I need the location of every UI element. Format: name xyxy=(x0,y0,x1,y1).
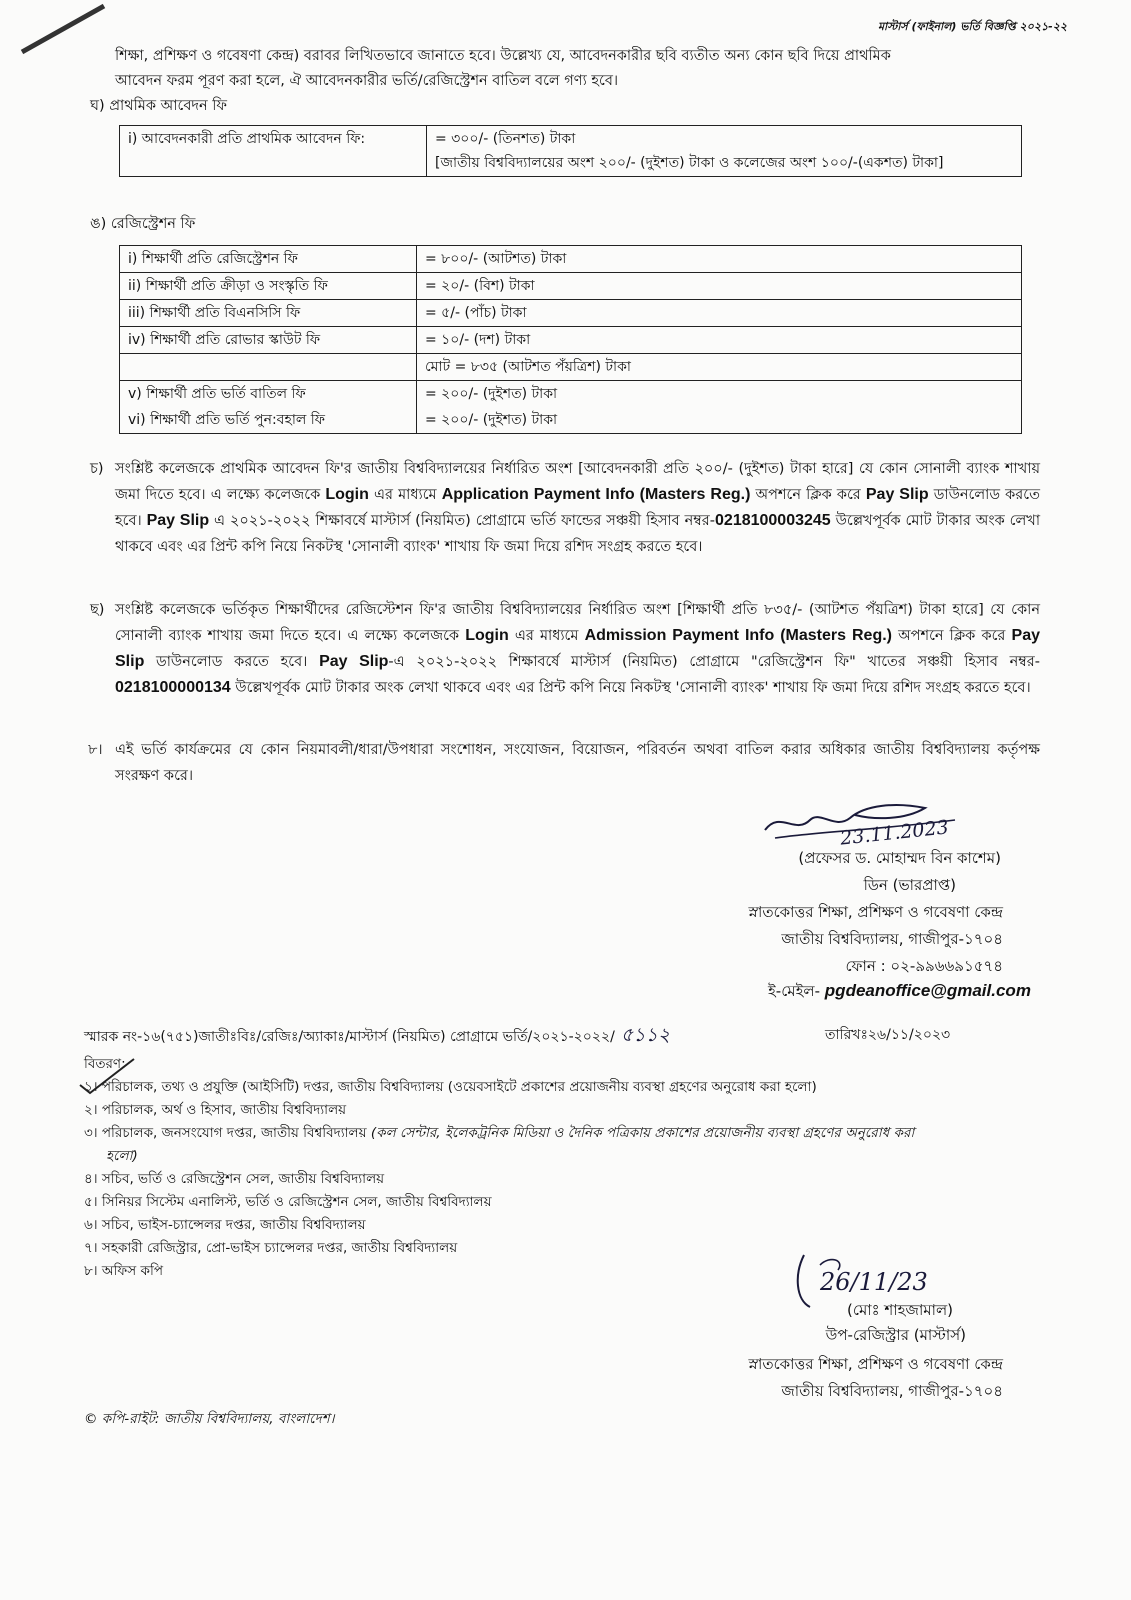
clause-8-body: এই ভর্তি কার্যক্রমের যে কোন নিয়মাবলী/ধারা/উপধারা সংশোধন, সংযোজন, বিয়োজন, পরিবর্তন অথবা বাতিল করার অধিকার জাতীয় বিশ্ববিদ্যালয় কর্তৃপক্ষ সংরক্ষণ করে। xyxy=(115,742,1040,784)
scan-corner-mark xyxy=(20,0,110,60)
registrar-university: জাতীয় বিশ্ববিদ্যালয়, গাজীপুর-১৭০৪ xyxy=(781,1382,1003,1400)
distribution-item: ৪। সচিব, ভর্তি ও রেজিস্ট্রেশন সেল, জাতীয় বিশ্ববিদ্যালয় xyxy=(84,1171,385,1187)
distribution-item: ৬। সচিব, ভাইস-চ্যান্সেলর দপ্তর, জাতীয় বিশ্ববিদ্যালয় xyxy=(84,1217,366,1233)
registrar-name: (মোঃ শাহজামাল) xyxy=(847,1301,953,1319)
application-fee-amount: = ৩০০/- (তিনশত) টাকা xyxy=(435,131,576,147)
reg-fee-row xyxy=(120,246,1022,273)
section-cha-paragraph xyxy=(115,456,1040,560)
reg-fee-amount: = ২০/- (বিশ) টাকা xyxy=(417,273,1022,300)
text-run: -এ ২০২১-২০২২ শিক্ষাবর্ষে মাস্টার্স (নিয়মিত) প্রোগ্রামে "রেজিস্ট্রেশন ফি" খাতের সঞ্চয়ী হিসাব নম্বর- xyxy=(388,654,1041,670)
payslip-term: Pay Slip xyxy=(865,486,929,503)
distribution-item: ১। পরিচালক, তথ্য ও প্রযুক্তি (আইসিটি) দপ্তর, জাতীয় বিশ্ববিদ্যালয় (ওয়েবসাইটে প্রকাশের প্রয়োজনীয় ব্যবস্থা গ্রহণের অনুরোধ করা হলো) xyxy=(84,1079,817,1095)
menu-option-term: Admission Payment Info (Masters Reg.) xyxy=(584,627,892,644)
dean-block xyxy=(798,845,1001,899)
application-fee-table xyxy=(119,125,1022,177)
text-run: এ ২০২১-২০২২ শিক্ষাবর্ষে মাস্টার্স (নিয়মিত) প্রোগ্রামে ভর্তি ফান্ডের সঞ্চয়ী হিসাব নম্বর- xyxy=(209,513,716,529)
reg-fee-amount: = ২০০/- (দুইশত) টাকা xyxy=(417,407,1022,434)
text-run: অপশনে ক্লিক করে xyxy=(750,487,866,503)
text-run: অপশনে ক্লিক করে xyxy=(891,628,1012,644)
memo-ref-line xyxy=(84,1025,670,1047)
dean-name: (প্রফেসর ড. মোহাম্মদ বিন কাশেম) xyxy=(798,849,1001,867)
distribution-item: ৭। সহকারী রেজিস্ট্রার, প্রো-ভাইস চ্যান্সেলর দপ্তর, জাতীয় বিশ্ববিদ্যালয় xyxy=(84,1240,458,1256)
account-number: 0218100000134 xyxy=(115,679,231,696)
reg-fee-label: v) শিক্ষার্থী প্রতি ভর্তি বাতিল ফি xyxy=(120,381,417,408)
registrar-dept: স্নাতকোত্তর শিক্ষা, প্রশিক্ষণ ও গবেষণা কেন্দ্র xyxy=(748,1355,1003,1373)
section-cha-marker: চ) xyxy=(90,461,104,477)
memo-date: তারিখঃ২৬/১১/২০২৩ xyxy=(825,1027,951,1043)
text-run: উল্লেখপূর্বক মোট টাকার অংক লেখা থাকবে এবং এর প্রিন্ট কপি নিয়ে নিকটস্থ 'সোনালী ব্যাংক' শাখায় ফি জমা দিয়ে রশিদ সংগ্রহ করতে হবে। xyxy=(230,680,1031,696)
reg-fee-label: vi) শিক্ষার্থী প্রতি ভর্তি পুন:বহাল ফি xyxy=(120,407,417,434)
distribution-item: ৮। অফিস কপি xyxy=(84,1263,163,1279)
reg-fee-amount: = ২০০/- (দুইশত) টাকা xyxy=(417,381,1022,408)
dean-email-line xyxy=(768,981,1031,1001)
dean-office xyxy=(749,899,1003,980)
dean-phone: ফোন : ০২-৯৯৬৬৯১৫৭৪ xyxy=(845,957,1003,975)
login-term: Login xyxy=(465,627,509,644)
text-run: সংশ্লিষ্ট কলেজকে ভর্তিকৃত শিক্ষার্থীদের রেজিস্টেশন ফি'র জাতীয় বিশ্ববিদ্যালয়ের নির্ধারিত অংশ [শিক্ষার্থী প্রতি ৮৩৫/- (আটশত পঁয়ত্রিশ) টাকা হারে] যে কোন সোনালী ব্যাংক শাখায় জমা দিতে হবে। এ লক্ষ্যে কলেজকে xyxy=(115,602,1040,644)
intro-line-2: আবেদন ফরম পূরণ করা হলে, ঐ আবেদনকারীর ভর্তি/রেজিস্ট্রেশন বাতিল বলে গণ্য হবে। xyxy=(115,73,619,89)
memo-ref: স্মারক নং-১৬(৭৫১)জাতীঃবিঃ/রেজিঃ/অ্যাকাঃ/মাস্টার্স (নিয়মিত) প্রোগ্রামে ভর্তি/২০২১-২০২২/ xyxy=(84,1029,615,1045)
checkmark-icon xyxy=(72,1055,142,1095)
payslip-term: Pay Slip xyxy=(115,627,1040,670)
memo-ref-handwritten: ৫১১২ xyxy=(620,1024,671,1046)
reg-fee-amount: = ৮০০/- (আটশত) টাকা xyxy=(417,246,1022,273)
registration-fee-heading: ঙ) রেজিস্ট্রেশন ফি xyxy=(90,216,196,232)
reg-fee-row xyxy=(120,300,1022,327)
login-term: Login xyxy=(325,486,369,503)
distribution-heading: বিতরণ: xyxy=(84,1056,126,1072)
distribution-item-text: ৩। পরিচালক, জনসংযোগ দপ্তর, জাতীয় বিশ্ববিদ্যালয় xyxy=(84,1125,371,1141)
registration-fee-table xyxy=(119,245,1022,434)
header-ref-title: মাস্টার্স (ফাইনাল) ভর্তি বিজ্ঞপ্তি ২০২১-২২ xyxy=(877,20,1067,33)
application-fee-label: i) আবেদনকারী প্রতি প্রাথমিক আবেদন ফি: xyxy=(120,126,427,177)
application-fee-heading: ঘ) প্রাথমিক আবেদন ফি xyxy=(90,98,228,114)
dean-university: জাতীয় বিশ্ববিদ্যালয়, গাজীপুর-১৭০৪ xyxy=(781,930,1003,948)
reg-fee-amount: = ১০/- (দশ) টাকা xyxy=(417,327,1022,354)
dean-designation: ডিন (ভারপ্রাপ্ত) xyxy=(863,876,956,894)
reg-fee-row xyxy=(120,381,1022,408)
clause-8-marker: ৮। xyxy=(88,742,103,758)
reg-fee-amount: = ৫/- (পাঁচ) টাকা xyxy=(417,300,1022,327)
text-run: ডাউনলোড করতে হবে। xyxy=(144,654,320,670)
dean-email-label: ই-মেইল- xyxy=(768,982,825,1000)
reg-fee-label: iv) শিক্ষার্থী প্রতি রোভার স্কাউট ফি xyxy=(120,327,417,354)
reg-fee-row xyxy=(120,327,1022,354)
intro-line-1: শিক্ষা, প্রশিক্ষণ ও গবেষণা কেন্দ্র) বরাবর লিখিতভাবে জানাতে হবে। উল্লেখ্য যে, আবেদনকারীর ছবি ব্যতীত অন্য কোন ছবি দিয়ে প্রাথমিক xyxy=(115,48,891,64)
distribution-item: ২। পরিচালক, অর্থ ও হিসাব, জাতীয় বিশ্ববিদ্যালয় xyxy=(84,1102,347,1118)
reg-fee-total-blank xyxy=(120,354,417,381)
application-fee-cell xyxy=(427,126,1022,177)
text-run: ডাউনলোড করতে হবে। xyxy=(115,487,1040,529)
registrar-office xyxy=(749,1351,1003,1405)
reg-fee-row xyxy=(120,407,1022,434)
section-chha-paragraph xyxy=(115,597,1040,701)
reg-fee-label: iii) শিক্ষার্থী প্রতি বিএনসিসি ফি xyxy=(120,300,417,327)
distribution-item: ৫। সিনিয়র সিস্টেম এনালিস্ট, ভর্তি ও রেজিস্ট্রেশন সেল, জাতীয় বিশ্ববিদ্যালয় xyxy=(84,1194,492,1210)
registrar-sign-date: 26/11/23 xyxy=(820,1268,928,1296)
distribution-item-note-cont: হলো) xyxy=(106,1148,138,1164)
dean-dept: স্নাতকোত্তর শিক্ষা, প্রশিক্ষণ ও গবেষণা কেন্দ্র xyxy=(748,903,1003,921)
payslip-term: Pay Slip xyxy=(319,653,389,670)
text-run: এর মাধ্যমে xyxy=(368,487,442,503)
reg-fee-row xyxy=(120,273,1022,300)
reg-fee-label: ii) শিক্ষার্থী প্রতি ক্রীড়া ও সংস্কৃতি ফি xyxy=(120,273,417,300)
dean-email[interactable]: pgdeanoffice@gmail.com xyxy=(824,981,1031,1000)
dean-sign-date: 23.11.2023 xyxy=(839,816,950,850)
section-chha-marker: ছ) xyxy=(90,602,105,618)
reg-fee-total-row xyxy=(120,354,1022,381)
text-run: এর মাধ্যমে xyxy=(508,628,585,644)
distribution-item xyxy=(84,1122,1044,1145)
application-fee-breakdown: [জাতীয় বিশ্ববিদ্যালয়ের অংশ ২০০/- (দুইশত) টাকা ও কলেজের অংশ ১০০/-(একশত) টাকা] xyxy=(435,155,944,171)
clause-8-text xyxy=(115,737,1040,789)
text-run: উল্লেখপূর্বক মোট টাকার অংক লেখা থাকবে এবং এর প্রিন্ট কপি নিয়ে নিকটস্থ 'সোনালী ব্যাংক' শাখায় ফি জমা দিয়ে রশিদ সংগ্রহ করতে হবে। xyxy=(115,513,1041,555)
text-run: সংশ্লিষ্ট কলেজকে প্রাথমিক আবেদন ফি'র জাতীয় বিশ্ববিদ্যালয়ের নির্ধারিত অংশ [আবেদনকারী প্রতি ২০০/- (দুইশত) টাকা হারে] যে কোন সোনালী ব্যাংক শাখায় জমা দিতে হবে। এ লক্ষ্যে কলেজকে xyxy=(115,461,1040,503)
payslip-term: Pay Slip xyxy=(146,512,210,529)
menu-option-term: Application Payment Info (Masters Reg.) xyxy=(441,486,751,503)
reg-fee-label: i) শিক্ষার্থী প্রতি রেজিস্ট্রেশন ফি xyxy=(120,246,417,273)
copyright-footer: © কপি-রাইট: জাতীয় বিশ্ববিদ্যালয়, বাংলাদেশ। xyxy=(84,1411,335,1427)
reg-fee-total: মোট = ৮৩৫ (আটশত পঁয়ত্রিশ) টাকা xyxy=(417,354,1022,381)
distribution-item-note: (কল সেন্টার, ইলেকট্রনিক মিডিয়া ও দৈনিক পত্রিকায় প্রকাশের প্রয়োজনীয় ব্যবস্থা গ্রহণের অনুরোধ করা xyxy=(370,1125,915,1141)
registrar-designation: উপ-রেজিস্ট্রার (মাস্টার্স) xyxy=(825,1326,966,1344)
account-number: 0218100003245 xyxy=(715,512,831,529)
